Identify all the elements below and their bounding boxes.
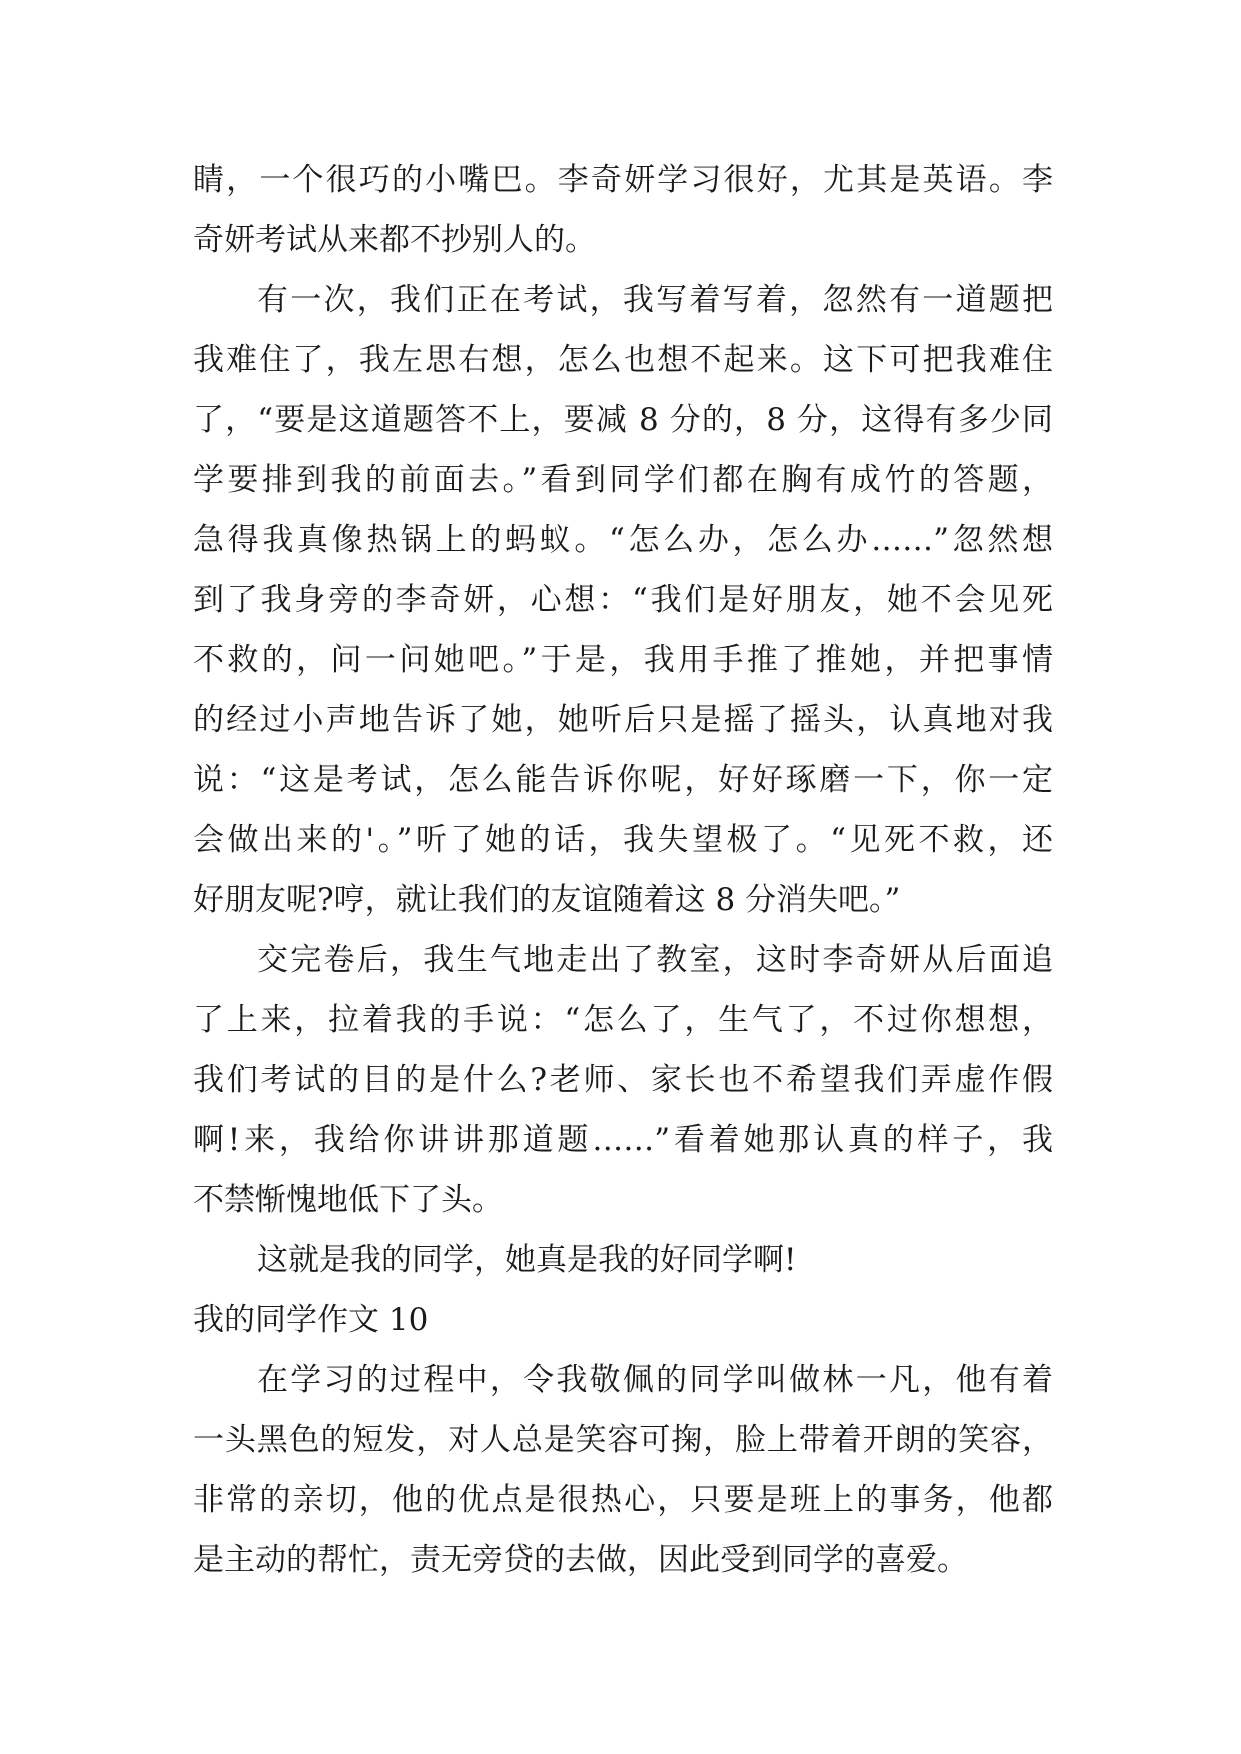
text-line: 了，“要是这道题答不上，要减 8 分的，8 分，这得有多少同 (193, 402, 1053, 438)
text-line: 这就是我的同学，她真是我的好同学啊! (257, 1242, 797, 1278)
text-line: 一头黑色的短发，对人总是笑容可掬，脸上带着开朗的笑容， (193, 1422, 1053, 1458)
text-line: 我难住了，我左思右想，怎么也想不起来。这下可把我难住 (193, 342, 1053, 378)
text-line: 是主动的帮忙，责无旁贷的去做，因此受到同学的喜爱。 (193, 1542, 968, 1578)
text-line: 到了我身旁的李奇妍，心想：“我们是好朋友，她不会见死 (193, 582, 1053, 618)
text-line: 奇妍考试从来都不抄别人的。 (193, 222, 596, 258)
text-line: 我们考试的目的是什么?老师、家长也不希望我们弄虚作假 (193, 1062, 1053, 1098)
text-line: 学要排到我的前面去。”看到同学们都在胸有成竹的答题， (193, 462, 1053, 498)
text-line: 不禁惭愧地低下了头。 (193, 1182, 503, 1218)
paragraph (193, 930, 1053, 1230)
paragraph (193, 270, 1053, 930)
text-line: 交完卷后，我生气地走出了教室，这时李奇妍从后面追 (257, 942, 1053, 978)
text-line: 的经过小声地告诉了她，她听后只是摇了摇头，认真地对我 (193, 702, 1053, 738)
text-line: 在学习的过程中，令我敬佩的同学叫做林一凡，他有着 (257, 1362, 1053, 1398)
text-line: 有一次，我们正在考试，我写着写着，忽然有一道题把 (257, 282, 1053, 318)
text-line: 不救的，问一问她吧。”于是，我用手推了推她，并把事情 (193, 642, 1053, 678)
text-line: 说：“这是考试，怎么能告诉你呢，好好琢磨一下，你一定 (193, 762, 1053, 798)
text-line: 好朋友呢?哼，就让我们的友谊随着这 8 分消失吧。” (193, 882, 901, 918)
document-page (193, 150, 1053, 1590)
text-line: 了上来，拉着我的手说：“怎么了，生气了，不过你想想， (193, 1002, 1053, 1038)
paragraph (193, 1350, 1053, 1590)
paragraph (193, 150, 1053, 270)
text-line: 啊!来，我给你讲讲那道题……”看着她那认真的样子，我 (193, 1122, 1053, 1158)
section-heading: 我的同学作文 10 (193, 1302, 429, 1338)
text-line: 会做出来的'。”听了她的话，我失望极了。“见死不救，还 (193, 822, 1053, 858)
text-line: 睛，一个很巧的小嘴巴。李奇妍学习很好，尤其是英语。李 (193, 162, 1053, 198)
paragraph (193, 1230, 1053, 1290)
text-line: 急得我真像热锅上的蚂蚁。“怎么办，怎么办……”忽然想 (193, 522, 1053, 558)
text-line: 非常的亲切，他的优点是很热心，只要是班上的事务，他都 (193, 1482, 1053, 1518)
